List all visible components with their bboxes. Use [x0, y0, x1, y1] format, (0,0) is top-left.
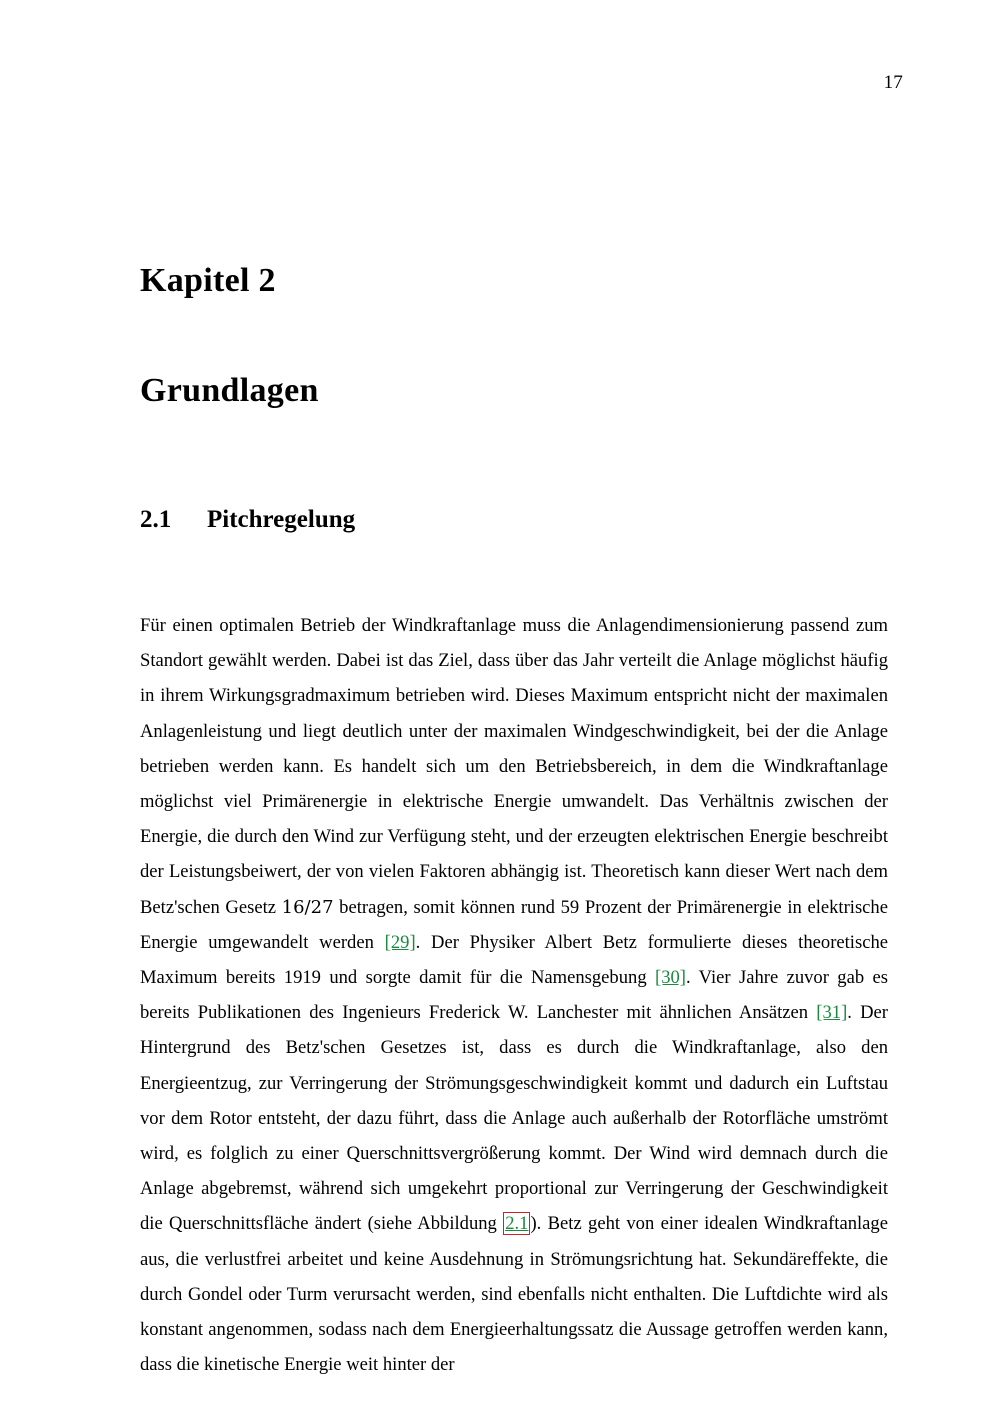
paragraph-part-6: ). Betz geht von einer idealen Windkraftanlage aus, die verlustfrei arbeitet und keine Ausdehnung in Strömungsrichtung hat. Sekundäreffekte, die durch Gondel oder Turm verursacht werden, sind ebenfalls nicht enthalten. Die Luftdichte wird als konstant angenommen, sodass nach dem Energieerhaltungssatz die Aussage getroffen werden kann, dass die kinetische Energie weit hinter der: [140, 1213, 888, 1376]
math-fraction: 16/27: [281, 896, 334, 918]
paragraph-part-4: . Vier Jahre zuvor gab es bereits Publikationen des Ingenieurs Frederick W. Lanchester mit ähnlichen Ansätzen: [140, 967, 888, 1024]
section-heading: [140, 506, 888, 534]
section-number: 2.1: [140, 506, 172, 533]
citation-link-31[interactable]: [31]: [816, 1002, 848, 1024]
paragraph-part-2: betragen, somit können rund 59 Prozent der Primärenergie in elektrische Energie umgewandelt werden: [140, 896, 888, 953]
chapter-title: Grundlagen: [140, 372, 319, 409]
paragraph-part-3: . Der Physiker Albert Betz formulierte dieses theoretische Maximum bereits 1919 und sorgte damit für die Namensgebung: [140, 931, 889, 989]
figure-reference-link[interactable]: 2.1: [505, 1213, 529, 1235]
paragraph-part-5: . Der Hintergrund des Betz'schen Gesetzes ist, dass es durch die Windkraftanlage, also den Energieentzug, zur Verringerung der Strömungsgeschwindigkeit kommt und dadurch ein Luftstau vor dem Rotor entsteht, der dazu führt, dass die Anlage auch außerhalb der Rotorfläche umströmt wird, es folglich zu einer Querschnittsvergrößerung kommt. Der Wind wird demnach durch die Anlage abgebremst, während sich umgekehrt proportional zur Verringerung der Geschwindigkeit die Querschnittsfläche ändert (siehe Abbildung: [140, 1002, 889, 1235]
body-paragraph: [140, 608, 888, 1382]
citation-link-30[interactable]: [30]: [655, 967, 686, 989]
page-content: [140, 262, 888, 1382]
chapter-label: Kapitel 2: [140, 262, 276, 299]
paragraph-part-1: Für einen optimalen Betrieb der Windkraftanlage muss die Anlagendimensionierung passend zum Standort gewählt werden. Dabei ist das Ziel, dass über das Jahr verteilt die Anlage möglichst häufig in ihrem Wirkungsgradmaximum betrieben wird. Dieses Maximum entspricht nicht der maximalen Anlagenleistung und liegt deutlich unter der maximalen Windgeschwindigkeit, bei der die Anlage betrieben werden kann. Es handelt sich um den Betriebsbereich, in dem die Windkraftanlage möglichst viel Primärenergie in elektrische Energie umwandelt. Das Verhältnis zwischen der Energie, die durch den Wind zur Verfügung steht, und der erzeugten elektrischen Energie beschreibt der Leistungsbeiwert, der von vielen Faktoren abhängig ist. Theoretisch kann dieser Wert nach dem Betz'schen Gesetz: [140, 615, 888, 918]
section-title: Pitchregelung: [207, 506, 356, 533]
citation-link-29[interactable]: [29]: [384, 931, 416, 953]
page-number: 17: [883, 72, 903, 93]
